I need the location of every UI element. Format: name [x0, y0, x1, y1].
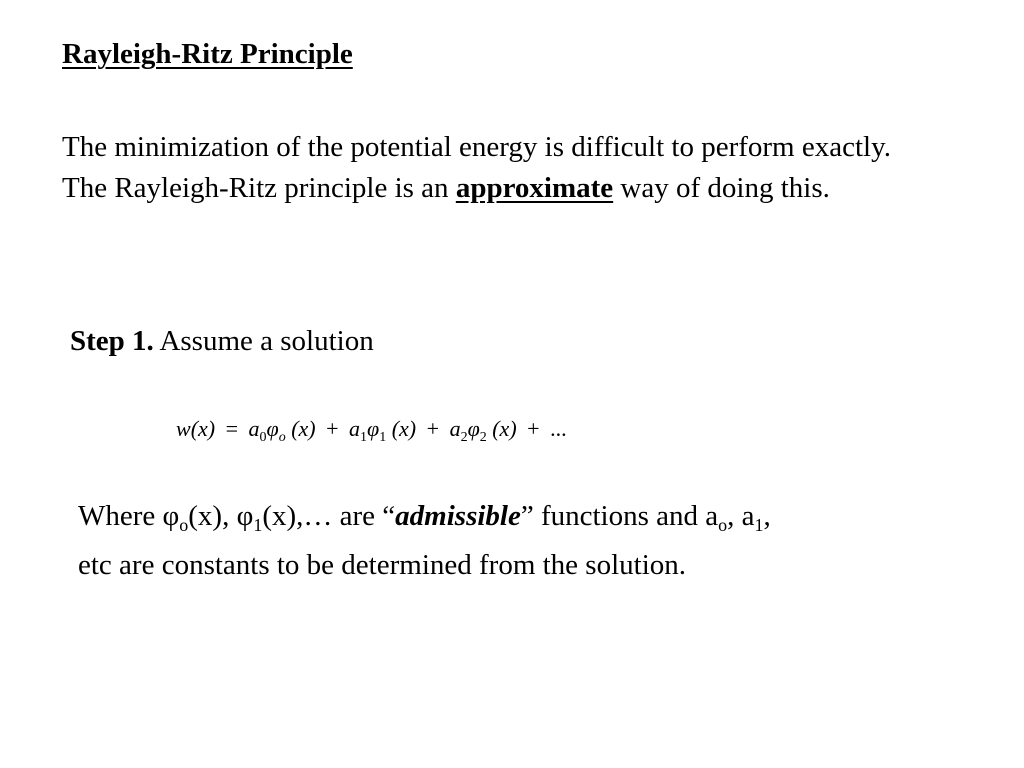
where-s3: o	[718, 515, 728, 535]
step-1-heading	[70, 325, 374, 358]
eq-lhs-args: (x)	[190, 416, 216, 441]
eq-plus-3: +	[527, 416, 540, 441]
where-line-1	[78, 496, 978, 545]
eq-a1: a	[349, 416, 361, 441]
where-line-2: etc are constants to be determined from the solution.	[78, 549, 687, 581]
where-t4: ” functions and a	[520, 500, 719, 532]
eq-a0-sub: 0	[259, 430, 267, 445]
intro-line-2-after: way of doing this.	[613, 172, 830, 204]
eq-a0: a	[248, 416, 260, 441]
eq-phi1: φ	[367, 416, 380, 441]
eq-a1-sub: 1	[360, 430, 368, 445]
where-s2: 1	[253, 515, 263, 535]
solution-equation	[176, 416, 567, 446]
eq-phi2: φ	[467, 416, 480, 441]
intro-line-2	[62, 168, 982, 209]
slide-title: Rayleigh-Ritz Principle	[62, 38, 353, 70]
intro-line-2-before: The Rayleigh-Ritz principle is an	[62, 172, 456, 204]
approximate-emphasis: approximate	[455, 172, 614, 204]
eq-arg0: (x)	[291, 416, 316, 441]
eq-plus-1: +	[326, 416, 339, 441]
eq-phi0-sub: o	[278, 430, 286, 445]
where-t1: Where φ	[78, 500, 180, 532]
where-s1: o	[179, 515, 189, 535]
eq-phi0: φ	[266, 416, 279, 441]
eq-ellipsis: ...	[550, 416, 567, 441]
eq-arg2: (x)	[492, 416, 517, 441]
where-t6: ,	[763, 500, 771, 532]
intro-line-1: The minimization of the potential energy is difficult to perform exactly.	[62, 131, 891, 163]
eq-phi1-sub: 1	[379, 430, 387, 445]
where-s4: 1	[754, 515, 764, 535]
where-t3: (x),… are “	[262, 500, 396, 532]
eq-a2-sub: 2	[460, 430, 468, 445]
eq-arg1: (x)	[391, 416, 417, 441]
eq-a2: a	[449, 416, 461, 441]
where-paragraph	[78, 496, 978, 585]
admissible-emphasis: admissible	[395, 500, 521, 532]
eq-equals: =	[225, 416, 239, 441]
step-text: Assume a solution	[153, 325, 374, 357]
where-t5: , a	[727, 500, 755, 532]
intro-paragraph	[62, 127, 982, 209]
eq-phi2-sub: 2	[479, 430, 487, 445]
eq-w: w	[176, 416, 191, 441]
step-label: Step 1.	[70, 325, 154, 357]
where-t2: (x), φ	[188, 500, 254, 532]
eq-plus-2: +	[426, 416, 440, 441]
